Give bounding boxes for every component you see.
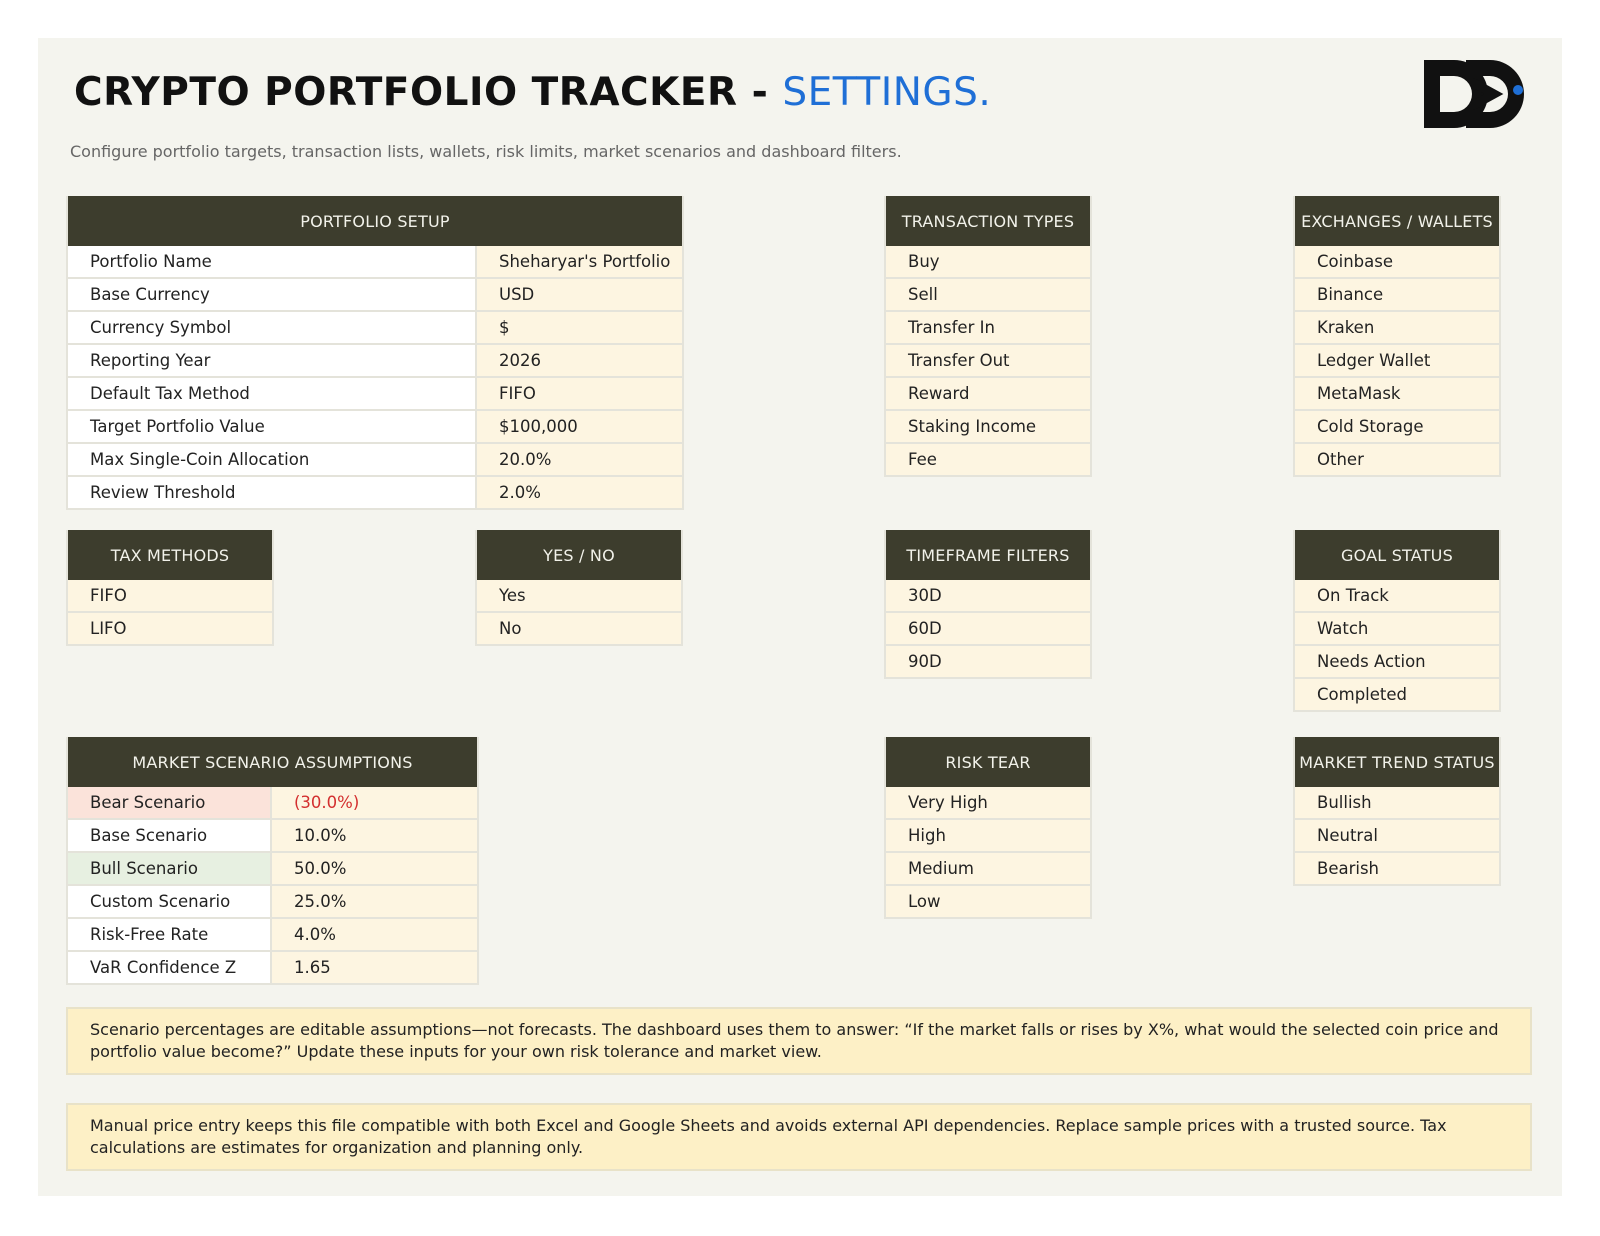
timeframe-filters-list [886, 580, 1090, 679]
list-item [886, 646, 1090, 679]
title-main: CRYPTO PORTFOLIO TRACKER - [74, 70, 783, 115]
list-item-value[interactable]: Neutral [1295, 820, 1499, 851]
transaction-types-list [886, 246, 1090, 477]
list-item-value[interactable]: Needs Action [1295, 646, 1499, 677]
row-value-input[interactable]: Sheharyar's Portfolio [477, 246, 682, 277]
list-item-value[interactable]: MetaMask [1295, 378, 1499, 409]
table-row [68, 411, 682, 444]
exchanges-wallets-table [1293, 196, 1501, 477]
row-value-input[interactable]: $ [477, 312, 682, 343]
timeframe-filters-table [884, 530, 1092, 679]
table-row [68, 853, 477, 886]
transaction-types-header: TRANSACTION TYPES [886, 196, 1090, 246]
row-label: Target Portfolio Value [68, 411, 477, 442]
page-subtitle: Configure portfolio targets, transaction lists, wallets, risk limits, market scenarios and dashboard filters. [70, 142, 902, 161]
yes-no-header: YES / NO [477, 530, 681, 580]
list-item-value[interactable]: High [886, 820, 1090, 851]
list-item [68, 613, 272, 646]
timeframe-filters-header: TIMEFRAME FILTERS [886, 530, 1090, 580]
table-row [68, 477, 682, 510]
list-item [886, 444, 1090, 477]
list-item-value[interactable]: Ledger Wallet [1295, 345, 1499, 376]
list-item-value[interactable]: On Track [1295, 580, 1499, 611]
title-accent: SETTINGS. [782, 70, 992, 115]
row-value-input[interactable]: 20.0% [477, 444, 682, 475]
list-item-value[interactable]: Watch [1295, 613, 1499, 644]
portfolio-setup-rows [68, 246, 682, 510]
row-value-input[interactable]: 1.65 [272, 952, 477, 983]
list-item-value[interactable]: FIFO [68, 580, 272, 611]
list-item [1295, 411, 1499, 444]
brand-logo-icon [1420, 56, 1530, 132]
list-item-value[interactable]: Cold Storage [1295, 411, 1499, 442]
table-row [68, 444, 682, 477]
row-value-input[interactable]: 4.0% [272, 919, 477, 950]
market-trend-status-table [1293, 737, 1501, 886]
list-item [1295, 580, 1499, 613]
risk-tear-table [884, 737, 1092, 919]
list-item [886, 312, 1090, 345]
tax-methods-header: TAX METHODS [68, 530, 272, 580]
table-row [68, 246, 682, 279]
list-item-value[interactable]: Very High [886, 787, 1090, 818]
row-value-input[interactable]: USD [477, 279, 682, 310]
list-item-value[interactable]: No [477, 613, 681, 644]
risk-tear-list [886, 787, 1090, 919]
table-row [68, 886, 477, 919]
row-value-input[interactable]: FIFO [477, 378, 682, 409]
row-value-input[interactable]: 2026 [477, 345, 682, 376]
list-item [886, 820, 1090, 853]
list-item [886, 246, 1090, 279]
list-item [1295, 345, 1499, 378]
list-item [477, 613, 681, 646]
list-item-value[interactable]: Medium [886, 853, 1090, 884]
list-item [886, 345, 1090, 378]
exchanges-wallets-header: EXCHANGES / WALLETS [1295, 196, 1499, 246]
list-item [1295, 853, 1499, 886]
table-row [68, 952, 477, 985]
list-item [1295, 646, 1499, 679]
list-item-value[interactable]: Fee [886, 444, 1090, 475]
list-item [1295, 820, 1499, 853]
row-label: VaR Confidence Z [68, 952, 272, 983]
portfolio-setup-table [66, 196, 684, 510]
tax-methods-list [68, 580, 272, 646]
list-item [886, 411, 1090, 444]
goal-status-table [1293, 530, 1501, 712]
page-title [74, 70, 991, 115]
row-value-input[interactable]: $100,000 [477, 411, 682, 442]
row-label: Portfolio Name [68, 246, 477, 277]
list-item [886, 787, 1090, 820]
list-item [1295, 787, 1499, 820]
list-item-value[interactable]: Yes [477, 580, 681, 611]
market-trend-status-header: MARKET TREND STATUS [1295, 737, 1499, 787]
list-item-value[interactable]: Buy [886, 246, 1090, 277]
list-item-value[interactable]: Staking Income [886, 411, 1090, 442]
row-label: Bull Scenario [68, 853, 272, 884]
row-label: Reporting Year [68, 345, 477, 376]
list-item-value[interactable]: Binance [1295, 279, 1499, 310]
goal-status-list [1295, 580, 1499, 712]
table-row [68, 345, 682, 378]
market-scenarios-table [66, 737, 479, 985]
row-label: Bear Scenario [68, 787, 272, 818]
row-value-input[interactable]: (30.0%) [272, 787, 477, 818]
price-note: Manual price entry keeps this file compatible with both Excel and Google Sheets and avoids external API dependencies. Replace sample prices with a trusted source. Tax calculations are estimates for organization and planning only. [66, 1103, 1532, 1171]
table-row [68, 312, 682, 345]
row-value-input[interactable]: 25.0% [272, 886, 477, 917]
tax-methods-table [66, 530, 274, 646]
list-item-value[interactable]: 90D [886, 646, 1090, 677]
table-row [68, 279, 682, 312]
list-item [1295, 679, 1499, 712]
row-label: Review Threshold [68, 477, 477, 508]
scenario-note: Scenario percentages are editable assumptions—not forecasts. The dashboard uses them to answer: “If the market falls or rises by X%, what would the selected coin price and portfolio value become?” Update these inputs for your own risk tolerance and market view. [66, 1007, 1532, 1075]
list-item-value[interactable]: Coinbase [1295, 246, 1499, 277]
list-item-value[interactable]: Other [1295, 444, 1499, 475]
list-item [1295, 279, 1499, 312]
list-item-value[interactable]: Completed [1295, 679, 1499, 710]
list-item-value[interactable]: 30D [886, 580, 1090, 611]
goal-status-header: GOAL STATUS [1295, 530, 1499, 580]
list-item [886, 279, 1090, 312]
list-item [886, 886, 1090, 919]
list-item [477, 580, 681, 613]
market-scenarios-rows [68, 787, 477, 985]
row-label: Custom Scenario [68, 886, 272, 917]
list-item [1295, 444, 1499, 477]
list-item [886, 853, 1090, 886]
list-item [1295, 378, 1499, 411]
row-value-input[interactable]: 50.0% [272, 853, 477, 884]
table-row [68, 378, 682, 411]
table-row [68, 787, 477, 820]
row-label: Base Scenario [68, 820, 272, 851]
list-item-value[interactable]: LIFO [68, 613, 272, 644]
list-item-value[interactable]: Kraken [1295, 312, 1499, 343]
list-item [886, 378, 1090, 411]
yes-no-list [477, 580, 681, 646]
row-label: Base Currency [68, 279, 477, 310]
list-item [1295, 246, 1499, 279]
row-label: Default Tax Method [68, 378, 477, 409]
row-label: Risk-Free Rate [68, 919, 272, 950]
list-item-value[interactable]: 60D [886, 613, 1090, 644]
list-item-value[interactable]: Bearish [1295, 853, 1499, 884]
list-item [886, 580, 1090, 613]
list-item [68, 580, 272, 613]
list-item [1295, 312, 1499, 345]
list-item [886, 613, 1090, 646]
market-scenarios-header: MARKET SCENARIO ASSUMPTIONS [68, 737, 477, 787]
list-item-value[interactable]: Transfer In [886, 312, 1090, 343]
list-item-value[interactable]: Reward [886, 378, 1090, 409]
row-label: Max Single-Coin Allocation [68, 444, 477, 475]
exchanges-wallets-list [1295, 246, 1499, 477]
portfolio-setup-header: PORTFOLIO SETUP [68, 196, 682, 246]
list-item [1295, 613, 1499, 646]
risk-tear-header: RISK TEAR [886, 737, 1090, 787]
yes-no-table [475, 530, 683, 646]
row-value-input[interactable]: 2.0% [477, 477, 682, 508]
list-item-value[interactable]: Sell [886, 279, 1090, 310]
table-row [68, 820, 477, 853]
row-label: Currency Symbol [68, 312, 477, 343]
list-item-value[interactable]: Bullish [1295, 787, 1499, 818]
list-item-value[interactable]: Transfer Out [886, 345, 1090, 376]
table-row [68, 919, 477, 952]
transaction-types-table [884, 196, 1092, 477]
row-value-input[interactable]: 10.0% [272, 820, 477, 851]
market-trend-status-list [1295, 787, 1499, 886]
list-item-value[interactable]: Low [886, 886, 1090, 917]
